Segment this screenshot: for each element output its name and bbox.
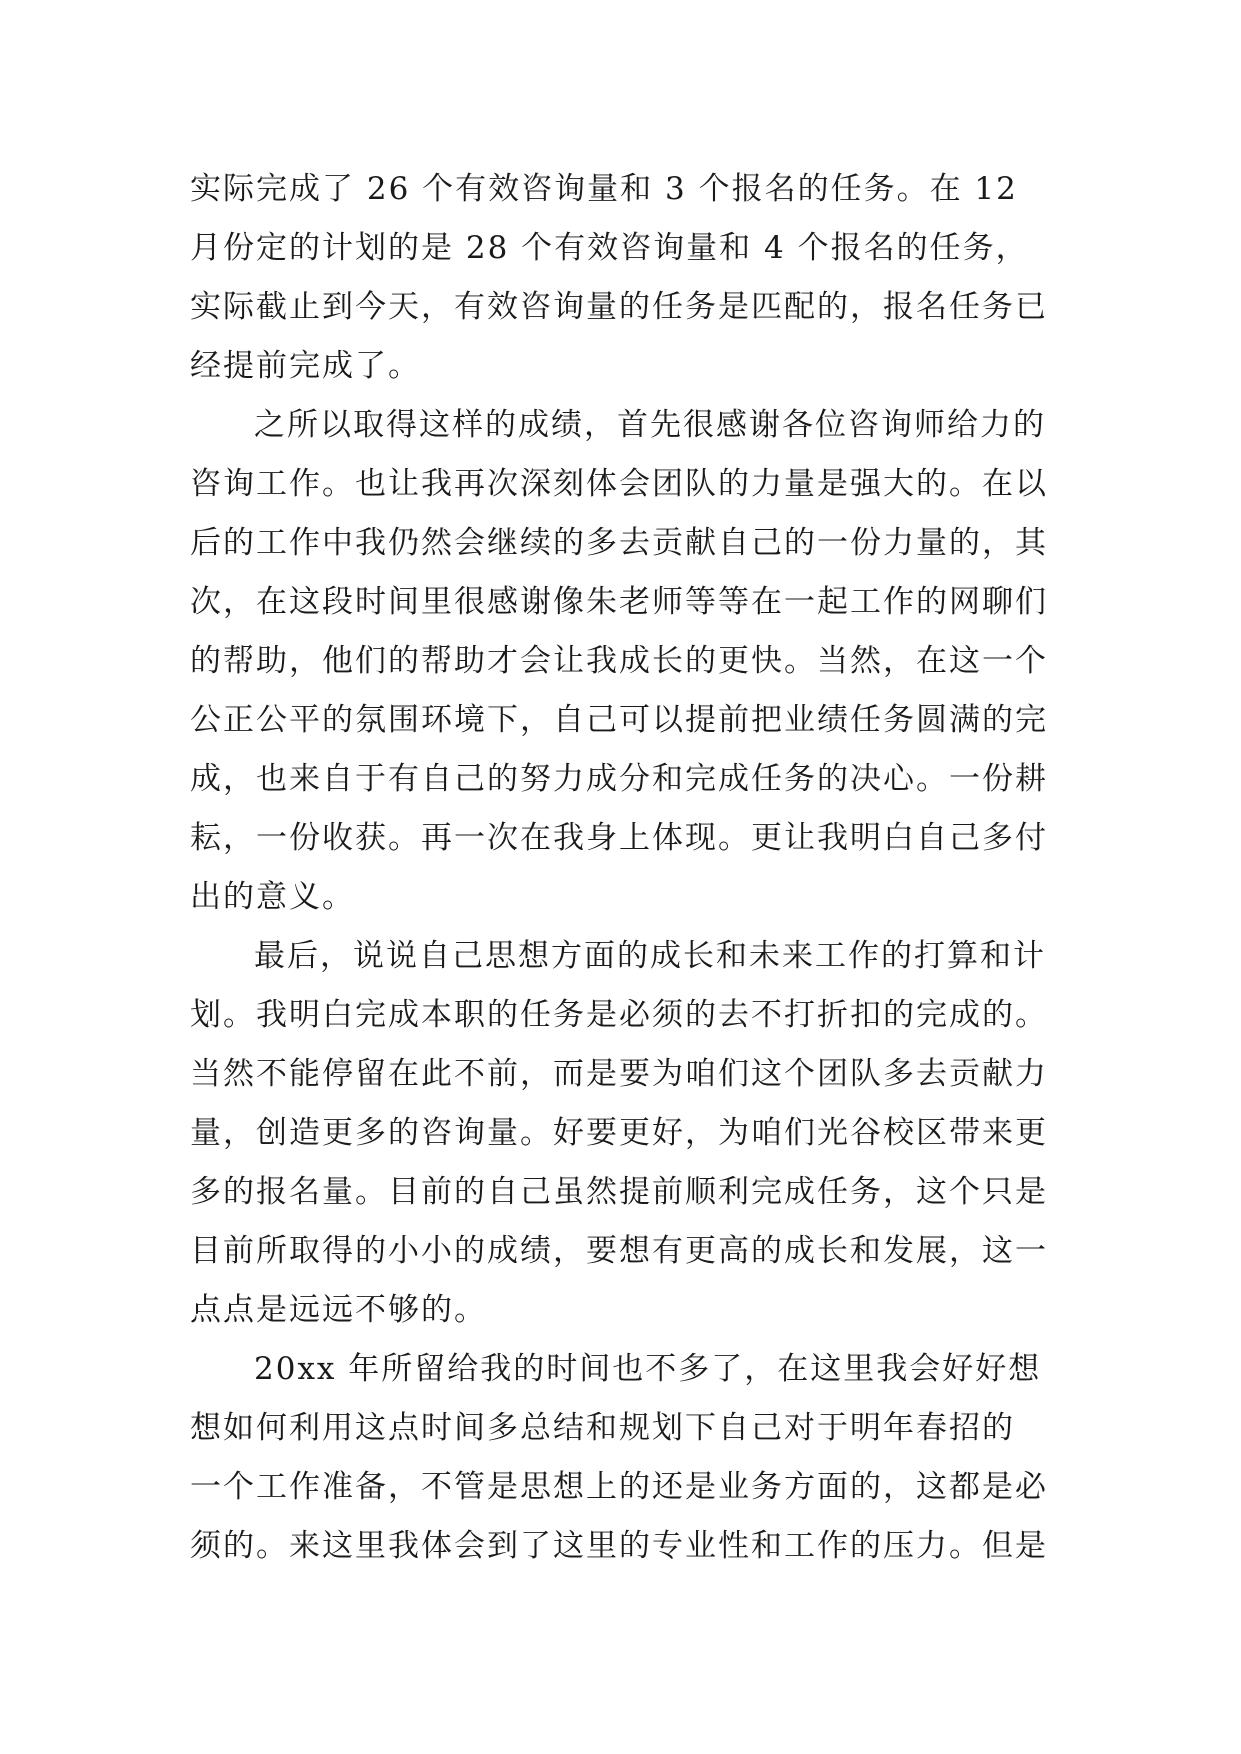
text-line: 当然不能停留在此不前，而是要为咱们这个团队多去贡献力 (190, 1056, 1048, 1092)
text-line: 想如何利用这点时间多总结和规划下自己对于明年春招的 (190, 1410, 1015, 1446)
text-line: 实际完成了 26 个有效咨询量和 3 个报名的任务。在 12 (190, 171, 1018, 207)
paragraph-start-line: 20xx 年所留给我的时间也不多了，在这里我会好好想 (254, 1351, 1042, 1387)
text-line: 划。我明白完成本职的任务是必须的去不打折扣的完成的。 (190, 997, 1048, 1033)
text-line: 多的报名量。目前的自己虽然提前顺利完成任务，这个只是 (190, 1174, 1048, 1210)
text-line: 咨询工作。也让我再次深刻体会团队的力量是强大的。在以 (190, 466, 1048, 502)
text-line: 一个工作准备，不管是思想上的还是业务方面的，这都是必 (190, 1469, 1048, 1505)
text-line: 次，在这段时间里很感谢像朱老师等等在一起工作的网聊们 (190, 584, 1048, 620)
text-line: 公正公平的氛围环境下，自己可以提前把业绩任务圆满的完 (190, 702, 1048, 738)
text-line: 点点是远远不够的。 (190, 1292, 487, 1328)
text-line: 月份定的计划的是 28 个有效咨询量和 4 个报名的任务， (190, 230, 1029, 266)
paragraph-start-line: 最后，说说自己思想方面的成长和未来工作的打算和计 (254, 938, 1046, 974)
document-body (190, 160, 1060, 1576)
text-line: 后的工作中我仍然会继续的多去贡献自己的一份力量的，其 (190, 525, 1048, 561)
text-line: 经提前完成了。 (190, 348, 421, 384)
text-line: 目前所取得的小小的成绩，要想有更高的成长和发展，这一 (190, 1233, 1048, 1269)
text-line: 的帮助，他们的帮助才会让我成长的更快。当然，在这一个 (190, 643, 1048, 679)
paragraph-start-line: 之所以取得这样的成绩，首先很感谢各位咨询师给力的 (254, 407, 1046, 443)
text-line: 量，创造更多的咨询量。好要更好，为咱们光谷校区带来更 (190, 1115, 1048, 1151)
text-line: 实际截止到今天，有效咨询量的任务是匹配的，报名任务已 (190, 289, 1048, 325)
text-line: 出的意义。 (190, 879, 355, 915)
text-line: 须的。来这里我体会到了这里的专业性和工作的压力。但是 (190, 1528, 1048, 1564)
text-line: 耘，一份收获。再一次在我身上体现。更让我明白自己多付 (190, 820, 1048, 856)
text-line: 成，也来自于有自己的努力成分和完成任务的决心。一份耕 (190, 761, 1048, 797)
